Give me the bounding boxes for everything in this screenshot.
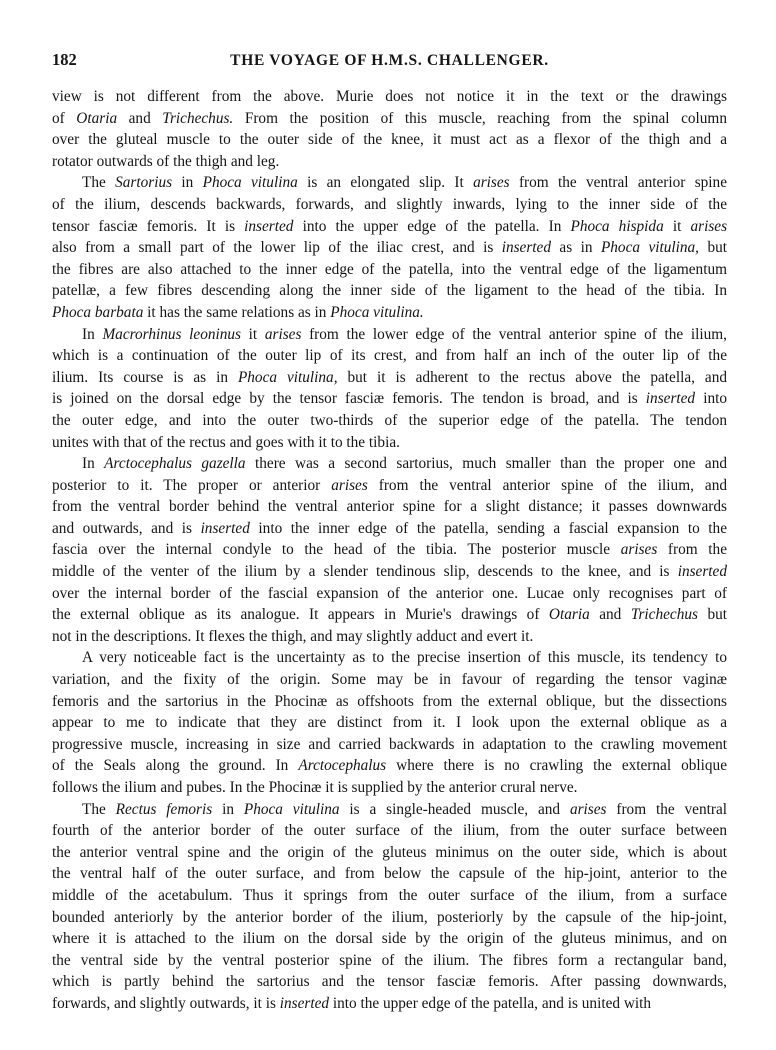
- text-line: follows the ilium and pubes. In the Phocinæ it is supplied by the anterior crural nerve.: [52, 779, 578, 796]
- text-line: of the Seals along the ground. In Arctocephalus where there is no crawling the external oblique: [52, 757, 727, 775]
- page-number: 182: [52, 50, 77, 69]
- text-line: the ventral half of the outer surface, and from below the capsule of the hip-joint, anterior to the: [52, 865, 727, 883]
- text-line: progressive muscle, increasing in size and carried backwards in adaptation to the crawling movement: [52, 735, 727, 753]
- text-line: over the internal border of the fascial expansion of the anterior one. Lucae only recognises part of: [52, 584, 727, 602]
- paragraph: [52, 86, 727, 172]
- text-line: is joined on the dorsal edge by the tensor fasciæ femoris. The tendon is broad, and is inserted into: [52, 390, 727, 408]
- text-line: middle of the venter of the ilium by a slender tendinous slip, descends to the knee, and is inserted: [52, 563, 727, 581]
- text-line: In Arctocephalus gazella there was a second sartorius, much smaller than the proper one and: [82, 455, 727, 473]
- text-line: which is partly behind the sartorius and the tensor fasciæ femoris. After passing downwards,: [52, 973, 727, 991]
- text-line: The Rectus femoris in Phoca vitulina is a single-headed muscle, and arises from the ventral: [82, 800, 727, 818]
- text-line: middle of the acetabulum. Thus it springs from the outer surface of the ilium, from a surface: [52, 886, 727, 904]
- text-line: fascia over the internal condyle to the head of the tibia. The posterior muscle arises from the: [52, 541, 727, 559]
- text-line: bounded anteriorly by the anterior border of the ilium, posteriorly by the capsule of the hip-joint,: [52, 908, 727, 926]
- page-header: [52, 50, 727, 78]
- text-line: Phoca barbata it has the same relations as in Phoca vitulina.: [52, 303, 424, 321]
- text-line: of Otaria and Trichechus. From the position of this muscle, reaching from the spinal column: [52, 109, 727, 127]
- text-line: not in the descriptions. It flexes the thigh, and may slightly adduct and evert it.: [52, 627, 534, 645]
- text-line: variation, and the fixity of the origin. Some may be in favour of regarding the tensor vaginæ: [52, 671, 727, 689]
- text-line: of the ilium, descends backwards, forwards, and slightly inwards, lying to the inner side of the: [52, 195, 727, 213]
- text-line: unites with that of the rectus and goes with it to the tibia.: [52, 433, 400, 451]
- text-line: and outwards, and is inserted into the inner edge of the patella, sending a fascial expansion to the: [52, 519, 727, 537]
- text-line: tensor fasciæ femoris. It is inserted into the upper edge of the patella. In Phoca hispida it arises: [52, 217, 727, 235]
- text-line: where it is attached to the ilium on the dorsal side by the origin of the gluteus minimus, and on: [52, 930, 727, 948]
- text-line: the external oblique as its analogue. It appears in Murie's drawings of Otaria and Trichechus but: [52, 606, 727, 624]
- paragraph: [52, 172, 727, 323]
- paragraph: [52, 453, 727, 647]
- text-line: rotator outwards of the thigh and leg.: [52, 152, 280, 170]
- text-line: patellæ, a few fibres descending along the inner side of the ligament to the head of the tibia. In: [52, 282, 727, 300]
- text-line: posterior to it. The proper or anterior arises from the ventral anterior spine of the ilium, and: [52, 476, 727, 494]
- text-line: fourth of the anterior border of the outer surface of the ilium, from the outer surface between: [52, 822, 727, 840]
- paragraph: [52, 324, 727, 454]
- text-line: The Sartorius in Phoca vitulina is an elongated slip. It arises from the ventral anterior spine: [82, 174, 727, 192]
- text-line: from the ventral border behind the ventral anterior spine for a slight distance; it passes downwards: [52, 498, 727, 516]
- page-body: [52, 86, 727, 1015]
- text-line: In Macrorhinus leoninus it arises from the lower edge of the ventral anterior spine of the ilium,: [82, 325, 727, 343]
- text-line: view is not different from the above. Murie does not notice it in the text or the drawings: [52, 88, 727, 105]
- text-line: A very noticeable fact is the uncertainty as to the precise insertion of this muscle, its tendency to: [82, 649, 727, 667]
- page: [52, 50, 727, 1015]
- text-line: also from a small part of the lower lip of the iliac crest, and is inserted as in Phoca vitulina, but: [52, 239, 727, 257]
- text-line: appear to me to indicate that they are distinct from it. I look upon the external oblique as a: [52, 714, 727, 732]
- text-line: the fibres are also attached to the inner edge of the patella, into the ventral edge of the ligamentum: [52, 260, 727, 278]
- text-line: forwards, and slightly outwards, it is inserted into the upper edge of the patella, and is united with: [52, 994, 652, 1012]
- text-line: femoris and the sartorius in the Phocinæ as offshoots from the external oblique, but the dissections: [52, 692, 727, 710]
- paragraph: [52, 799, 727, 1015]
- text-line: which is a continuation of the outer lip of its crest, and from half an inch of the outer lip of the: [52, 347, 727, 365]
- text-line: over the gluteal muscle to the outer side of the knee, it must act as a flexor of the thigh and a: [52, 131, 727, 149]
- text-line: the anterior ventral spine and the origin of the gluteus minimus on the outer side, which is about: [52, 843, 727, 861]
- text-line: the outer edge, and into the outer two-thirds of the superior edge of the patella. The tendon: [52, 411, 727, 429]
- text-line: the ventral side by the ventral posterior spine of the ilium. The fibres form a rectangular band,: [52, 951, 727, 969]
- paragraph: [52, 647, 727, 798]
- text-line: ilium. Its course is as in Phoca vitulina, but it is adherent to the rectus above the patella, and: [52, 368, 727, 386]
- running-title: THE VOYAGE OF H.M.S. CHALLENGER.: [230, 52, 549, 69]
